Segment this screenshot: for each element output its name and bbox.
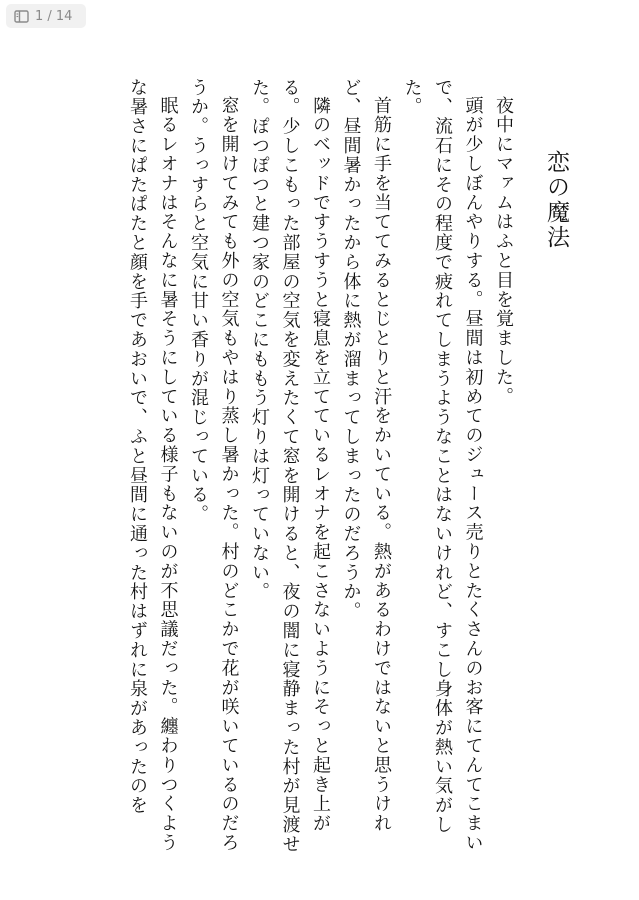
paragraph: 隣のベッドですうすうと寝息を立てているレオナを起こさないようにそっと起き上がる。少しこもった部屋の空気を変えたくて窓を開けると、夜の闇に寝静まった村が見渡せた。ぽつぽつと建つ家のどこにももう灯りは灯っていない。 — [249, 78, 331, 854]
paragraph: 夜中にマァムはふと目を覚ました。 — [493, 96, 514, 407]
paragraph: 首筋に手を当ててみるとじとりと汗をかいている。熱があるわけではないと思うけれど、昼間暑かったから体に熱が溜まってしまったのだろうか。 — [340, 78, 392, 834]
paragraph: 眠るレオナはそんなに暑そうにしている様子もないのが不思議だった。纏わりつくような暑さにぱたぱたと顔を手であおいで、ふと昼間に通った村はずれに泉があったのを — [127, 78, 179, 853]
page-number: 1 / 14 — [35, 8, 73, 24]
book-toc-icon — [14, 10, 29, 23]
page-indicator[interactable] — [6, 4, 86, 28]
paragraph: 頭が少しぼんやりする。昼間は初めてのジュース売りとたくさんのお客にてんてこまいで、流石にその程度で疲れてしまうようなことはないけれど、すこし身体が熱い気がした。 — [401, 78, 484, 853]
reader-page[interactable] — [118, 78, 578, 858]
paragraph: 窓を開けてみても外の空気もやはり蒸し暑かった。村のどこかで花が咲いているのだろうか。うっすらと空気に甘い香りが混じっている。 — [188, 78, 240, 853]
chapter-title: 恋の魔法 — [543, 150, 569, 250]
